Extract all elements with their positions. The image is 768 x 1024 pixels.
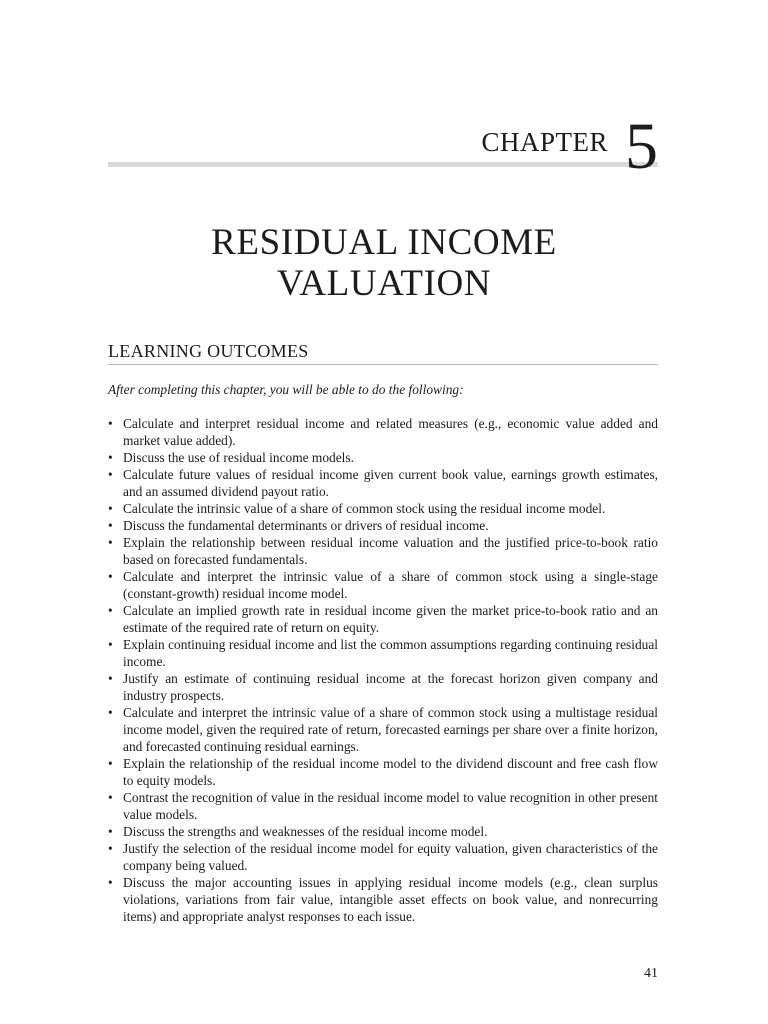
learning-outcome-item <box>108 517 658 534</box>
page-number: 41 <box>644 966 658 981</box>
chapter-title-line-1: RESIDUAL INCOME <box>211 222 557 263</box>
chapter-number: 5 <box>625 110 658 183</box>
bullet-icon: • <box>108 790 113 805</box>
learning-outcome-text: Discuss the fundamental determinants or drivers of residual income. <box>123 518 489 533</box>
learning-outcomes-heading: LEARNING OUTCOMES <box>108 341 309 361</box>
learning-outcome-item <box>108 874 658 925</box>
learning-outcome-item <box>108 636 658 670</box>
learning-outcome-item <box>108 840 658 874</box>
chapter-title-line-2: VALUATION <box>276 263 492 304</box>
chapter-rule <box>108 162 658 167</box>
learning-outcome-item <box>108 755 658 789</box>
bullet-icon: • <box>108 841 113 856</box>
bullet-icon: • <box>108 518 113 533</box>
learning-outcome-text: Explain the relationship between residual income valuation and the justified price-to-book ratio based on forecasted fundamentals. <box>123 535 658 567</box>
bullet-icon: • <box>108 671 113 686</box>
learning-outcome-item <box>108 789 658 823</box>
learning-outcome-text: Explain continuing residual income and list the common assumptions regarding continuing residual income. <box>123 637 658 669</box>
bullet-icon: • <box>108 637 113 652</box>
learning-outcomes-rule <box>108 364 658 365</box>
learning-outcome-item <box>108 534 658 568</box>
bullet-icon: • <box>108 501 113 516</box>
learning-outcome-item <box>108 602 658 636</box>
learning-outcome-item <box>108 704 658 755</box>
learning-outcomes-intro: After completing this chapter, you will be able to do the following: <box>108 382 464 397</box>
learning-outcome-item <box>108 823 658 840</box>
learning-outcome-text: Discuss the major accounting issues in applying residual income models (e.g., clean surplus violations, variations from fair value, intangible asset effects on book value, and nonrecurring items) and appropriate analyst responses to each issue. <box>123 875 658 924</box>
bullet-icon: • <box>108 824 113 839</box>
learning-outcome-item <box>108 670 658 704</box>
learning-outcome-text: Calculate and interpret the intrinsic value of a share of common stock using a single-stage (constant-growth) residual income model. <box>123 569 658 601</box>
bullet-icon: • <box>108 450 113 465</box>
bullet-icon: • <box>108 535 113 550</box>
learning-outcome-text: Discuss the use of residual income models. <box>123 450 354 465</box>
bullet-icon: • <box>108 875 113 890</box>
bullet-icon: • <box>108 467 113 482</box>
learning-outcome-text: Contrast the recognition of value in the residual income model to value recognition in other present value models. <box>123 790 658 822</box>
learning-outcome-text: Calculate an implied growth rate in residual income given the market price-to-book ratio and an estimate of the required rate of return on equity. <box>123 603 658 635</box>
learning-outcome-text: Calculate and interpret the intrinsic value of a share of common stock using a multistage residual income model, given the required rate of return, forecasted earnings per share over a finite horizon, and forecasted continuing residual earnings. <box>123 705 658 754</box>
learning-outcome-text: Justify an estimate of continuing residual income at the forecast horizon given company and industry prospects. <box>123 671 658 703</box>
bullet-icon: • <box>108 416 113 431</box>
learning-outcome-text: Calculate the intrinsic value of a share of common stock using the residual income model. <box>123 501 606 516</box>
learning-outcomes-list <box>108 415 658 925</box>
bullet-icon: • <box>108 603 113 618</box>
bullet-icon: • <box>108 705 113 720</box>
learning-outcome-text: Justify the selection of the residual income model for equity valuation, given characteristics of the company being valued. <box>123 841 658 873</box>
bullet-icon: • <box>108 569 113 584</box>
learning-outcome-item <box>108 500 658 517</box>
learning-outcome-item <box>108 466 658 500</box>
learning-outcome-text: Discuss the strengths and weaknesses of the residual income model. <box>123 824 488 839</box>
learning-outcome-text: Calculate future values of residual income given current book value, earnings growth estimates, and an assumed dividend payout ratio. <box>123 467 658 499</box>
chapter-label: CHAPTER <box>481 127 608 157</box>
learning-outcome-text: Explain the relationship of the residual income model to the dividend discount and free cash flow to equity models. <box>123 756 658 788</box>
learning-outcome-text: Calculate and interpret residual income and related measures (e.g., economic value added and market value added). <box>123 416 658 448</box>
bullet-icon: • <box>108 756 113 771</box>
learning-outcome-item <box>108 568 658 602</box>
learning-outcome-item <box>108 415 658 449</box>
learning-outcome-item <box>108 449 658 466</box>
